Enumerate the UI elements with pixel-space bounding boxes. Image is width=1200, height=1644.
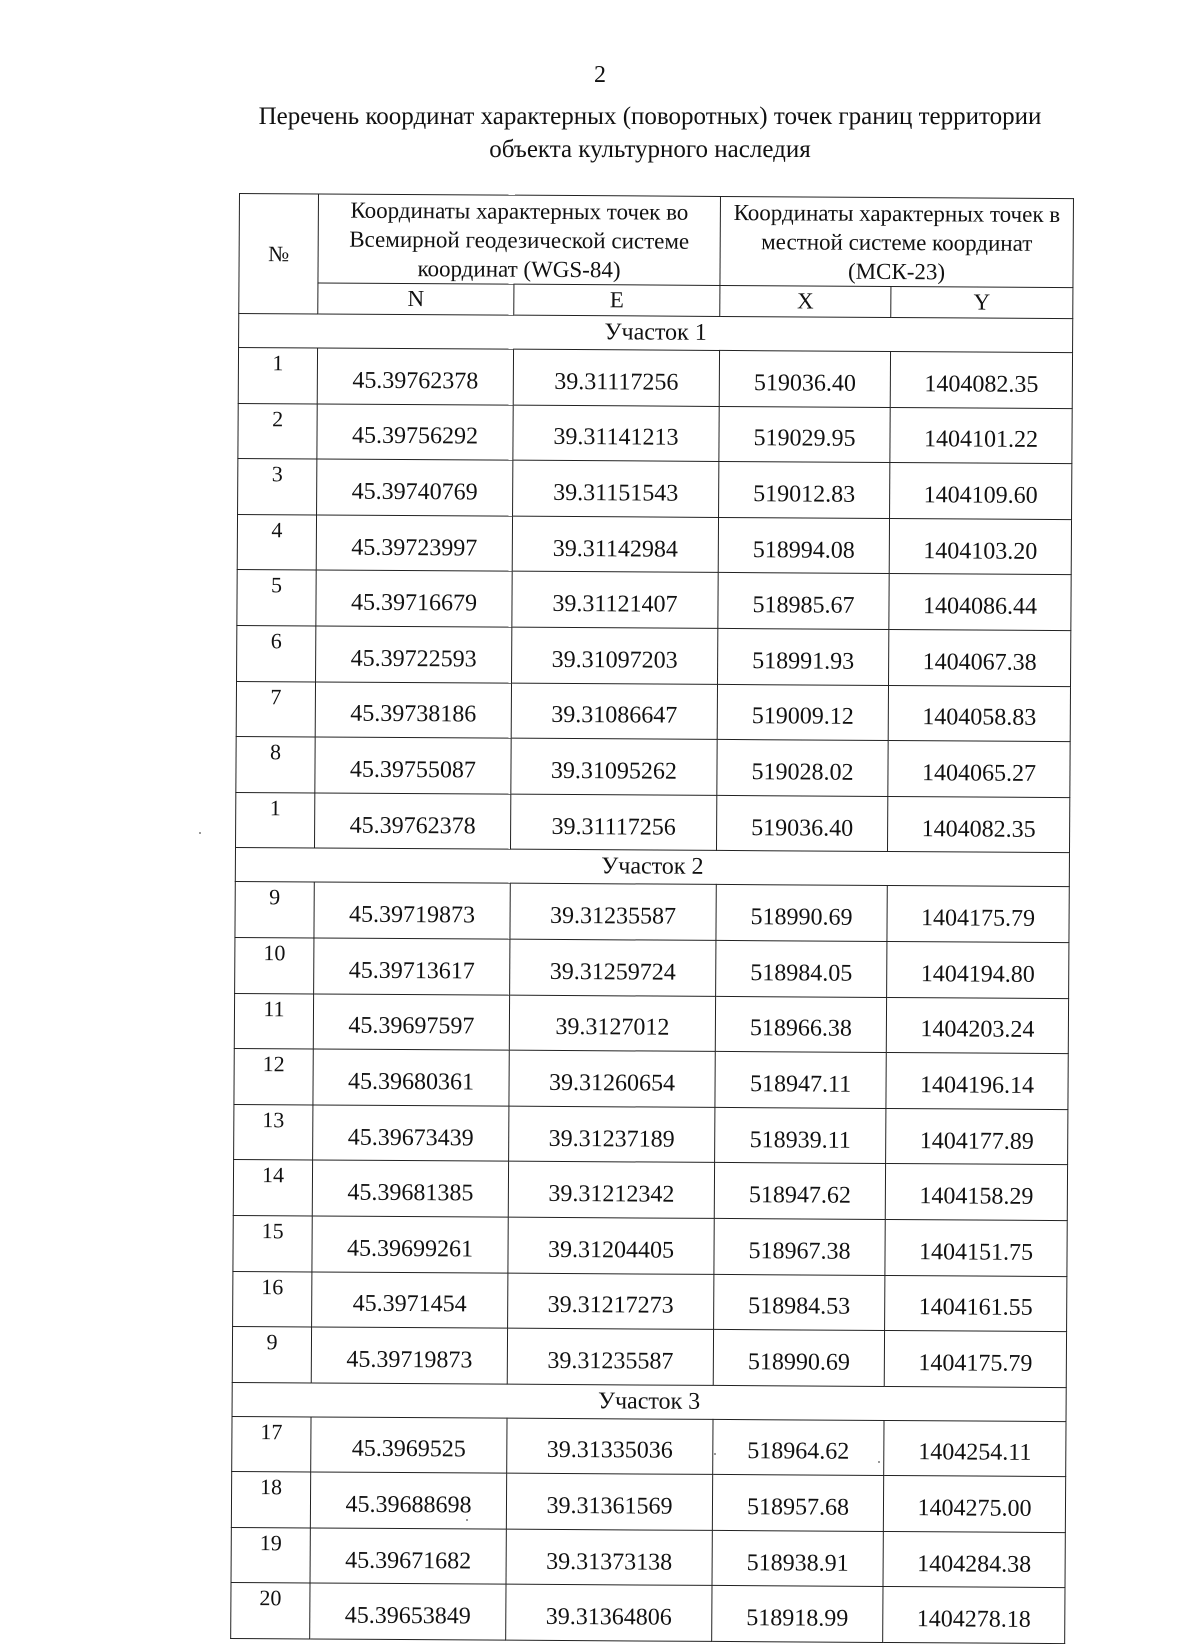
- coord-x: 518984.05: [716, 940, 887, 997]
- point-number: 1: [238, 348, 317, 404]
- coord-n: 45.39740769: [317, 459, 513, 516]
- coord-x: 518991.93: [718, 628, 889, 685]
- table-row: [237, 514, 1071, 575]
- coord-y: 1404158.29: [885, 1164, 1067, 1221]
- coord-e: 39.31260654: [509, 1050, 715, 1107]
- table-row: [238, 403, 1072, 464]
- coord-e: 39.31335036: [507, 1418, 713, 1475]
- header-y: Y: [891, 286, 1073, 318]
- coord-n: 45.39699261: [312, 1216, 508, 1273]
- coord-x: 518957.68: [712, 1475, 883, 1532]
- coord-x: 518990.69: [716, 885, 887, 942]
- header-x: X: [720, 285, 891, 317]
- coord-e: 39.31364806: [506, 1585, 712, 1642]
- coord-y: 1404058.83: [888, 685, 1070, 742]
- coord-x: 518967.38: [714, 1218, 885, 1275]
- coord-n: 45.39653849: [310, 1583, 506, 1640]
- coord-y: 1404067.38: [889, 629, 1071, 686]
- table-row: [232, 1327, 1066, 1388]
- coord-e: 39.31361569: [506, 1473, 712, 1530]
- table-body: [231, 314, 1073, 1644]
- coord-y: 1404175.79: [887, 886, 1069, 943]
- point-number: 9: [232, 1327, 311, 1383]
- section-row: [232, 1382, 1066, 1421]
- coord-y: 1404177.89: [886, 1108, 1068, 1165]
- scan-speck: [878, 1461, 880, 1463]
- point-number: 16: [233, 1271, 312, 1327]
- coord-y: 1404109.60: [890, 463, 1072, 520]
- point-number: 1: [235, 792, 314, 848]
- coord-x: 518947.62: [714, 1163, 885, 1220]
- coord-y: 1404196.14: [886, 1053, 1068, 1110]
- point-number: 9: [235, 882, 314, 938]
- table-row: [235, 792, 1069, 853]
- coord-n: 45.39713617: [314, 938, 510, 995]
- coord-x: 518938.91: [712, 1530, 883, 1587]
- coord-n: 45.39719873: [311, 1327, 507, 1384]
- coord-x: 519036.40: [717, 795, 888, 852]
- header-n: N: [318, 283, 514, 315]
- point-number: 8: [236, 737, 315, 793]
- section-row: [235, 848, 1069, 887]
- table-row: [233, 1160, 1067, 1221]
- coord-n: 45.39755087: [315, 737, 511, 794]
- coord-e: 39.31086647: [511, 683, 717, 740]
- coord-y: 1404194.80: [887, 941, 1069, 998]
- title-line-2: объекта культурного наследия: [489, 136, 811, 163]
- coord-e: 39.31237189: [509, 1106, 715, 1163]
- section-title: Участок 2: [235, 848, 1069, 887]
- table-row: [237, 625, 1071, 686]
- coord-x: 518947.11: [715, 1052, 886, 1109]
- point-number: 20: [231, 1583, 310, 1639]
- coord-e: 39.31117256: [510, 794, 716, 851]
- header-e: E: [514, 284, 720, 316]
- point-number: 6: [237, 625, 316, 681]
- section-row: [239, 314, 1073, 353]
- coord-e: 39.31121407: [512, 572, 718, 629]
- coord-n: 45.39738186: [315, 682, 511, 739]
- scan-speck: [714, 1453, 716, 1455]
- point-number: 10: [235, 937, 314, 993]
- coord-n: 45.39716679: [316, 570, 512, 627]
- coord-n: 45.39722593: [316, 626, 512, 683]
- coord-x: 518966.38: [715, 996, 886, 1053]
- coord-n: 45.39762378: [314, 793, 510, 850]
- point-number: 2: [238, 403, 317, 459]
- coord-e: 39.31151543: [513, 460, 719, 517]
- point-number: 3: [238, 459, 317, 515]
- table-row: [234, 993, 1068, 1054]
- section-title: Участок 3: [232, 1382, 1066, 1421]
- coord-x: 518994.08: [718, 517, 889, 574]
- coord-e: 39.31117256: [513, 349, 719, 406]
- coord-n: 45.39723997: [316, 515, 512, 572]
- table-row: [235, 882, 1069, 943]
- coord-n: 45.39688698: [310, 1472, 506, 1529]
- coord-y: 1404151.75: [885, 1219, 1067, 1276]
- coord-x: 519036.40: [719, 350, 890, 407]
- header-msk23: Координаты характерных точек в местной системе координат (МСК-23): [720, 196, 1074, 287]
- table-row: [231, 1472, 1065, 1533]
- title-line-1: Перечень координат характерных (поворотных) точек границ территории: [258, 103, 1042, 130]
- table-row: [235, 937, 1069, 998]
- document-title: [0, 100, 1200, 166]
- coord-y: 1404082.35: [888, 796, 1070, 853]
- point-number: 17: [232, 1416, 311, 1472]
- coord-y: 1404103.20: [889, 518, 1071, 575]
- table-row: [233, 1271, 1067, 1332]
- coord-y: 1404086.44: [889, 574, 1071, 631]
- page-number: 2: [594, 62, 606, 88]
- scan-speck: [466, 1519, 468, 1521]
- coord-n: 45.39719873: [314, 882, 510, 939]
- coord-e: 39.31142984: [512, 516, 718, 573]
- point-number: 19: [231, 1527, 310, 1583]
- coord-e: 39.31212342: [508, 1161, 714, 1218]
- coord-x: 519028.02: [717, 740, 888, 797]
- table-row: [234, 1104, 1068, 1165]
- table-row: [237, 570, 1071, 631]
- coord-x: 518990.69: [713, 1330, 884, 1387]
- point-number: 4: [237, 514, 316, 570]
- coord-x: 518918.99: [712, 1586, 883, 1643]
- coordinates-table: [230, 193, 1074, 1644]
- table-row: [231, 1583, 1065, 1644]
- point-number: 14: [233, 1160, 312, 1216]
- scan-speck: [199, 832, 201, 834]
- table-row: [234, 1049, 1068, 1110]
- coord-e: 39.31373138: [506, 1529, 712, 1586]
- coord-y: 1404275.00: [883, 1476, 1065, 1533]
- coord-x: 519009.12: [717, 684, 888, 741]
- point-number: 18: [231, 1472, 310, 1528]
- coord-e: 39.31235587: [507, 1328, 713, 1385]
- coord-y: 1404284.38: [883, 1531, 1065, 1588]
- coord-e: 39.31259724: [510, 939, 716, 996]
- point-number: 5: [237, 570, 316, 626]
- table-row: [236, 737, 1070, 798]
- header-wgs84: Координаты характерных точек во Всемирной геодезической системе координат (WGS-84): [318, 194, 721, 285]
- point-number: 7: [236, 681, 315, 737]
- point-number: 11: [234, 993, 313, 1049]
- coord-y: 1404203.24: [886, 997, 1068, 1054]
- table-row: [236, 681, 1070, 742]
- coord-x: 519012.83: [719, 462, 890, 519]
- coord-y: 1404101.22: [890, 407, 1072, 464]
- coord-y: 1404254.11: [884, 1420, 1066, 1477]
- coord-x: 518964.62: [713, 1419, 884, 1476]
- point-number: 13: [234, 1104, 313, 1160]
- header-number: №: [239, 194, 319, 314]
- coord-n: 45.39756292: [317, 404, 513, 461]
- coord-e: 39.31204405: [508, 1217, 714, 1274]
- coord-e: 39.31097203: [512, 627, 718, 684]
- coord-x: 518985.67: [718, 573, 889, 630]
- coord-e: 39.31095262: [511, 738, 717, 795]
- coord-n: 45.3971454: [312, 1271, 508, 1328]
- table-row: [233, 1215, 1067, 1276]
- coord-x: 518984.53: [714, 1274, 885, 1331]
- coord-n: 45.39762378: [317, 348, 513, 405]
- coord-x: 519029.95: [719, 406, 890, 463]
- coord-x: 518939.11: [715, 1107, 886, 1164]
- coord-e: 39.31235587: [510, 884, 716, 941]
- coord-y: 1404175.79: [884, 1331, 1066, 1388]
- section-title: Участок 1: [239, 314, 1073, 353]
- coord-n: 45.39673439: [313, 1105, 509, 1162]
- table-row: [231, 1527, 1065, 1588]
- coord-y: 1404278.18: [883, 1587, 1065, 1644]
- table-row: [232, 1416, 1066, 1477]
- coord-n: 45.39681385: [312, 1160, 508, 1217]
- point-number: 12: [234, 1049, 313, 1105]
- coord-e: 39.31141213: [513, 405, 719, 462]
- coord-e: 39.3127012: [509, 995, 715, 1052]
- coord-e: 39.31217273: [508, 1273, 714, 1330]
- coord-n: 45.39671682: [310, 1528, 506, 1585]
- table-row: [238, 348, 1072, 409]
- table-row: [238, 459, 1072, 520]
- point-number: 15: [233, 1215, 312, 1271]
- coord-y: 1404065.27: [888, 741, 1070, 798]
- coord-n: 45.39680361: [313, 1049, 509, 1106]
- coord-n: 45.3969525: [311, 1417, 507, 1474]
- coord-y: 1404161.55: [885, 1275, 1067, 1332]
- coord-y: 1404082.35: [890, 351, 1072, 408]
- coord-n: 45.39697597: [313, 994, 509, 1051]
